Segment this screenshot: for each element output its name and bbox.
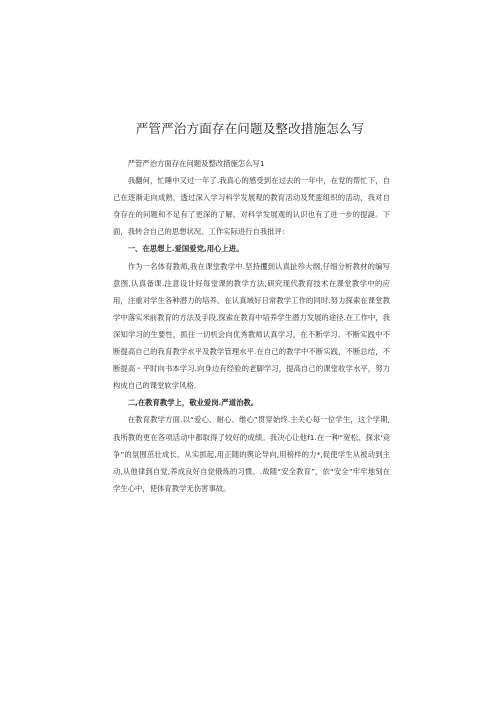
document-title: 严管严治方面存在问题及整改措施怎么写 — [135, 121, 365, 136]
section-heading-2: 二,在教育教学上，敬业爱岗.严道治教。 — [127, 398, 259, 408]
paragraph-intro: 我翻何，忙睡中又过一年了.我真心的感受到在过去的一年中，在党的帮忙下，自己在逐渐走向成熟，透过深入学习科学发展观的教育活动及梵蛮组织的活动，我对自身存在的问题和不足有了更深的了解，对科学发展观的认识也有了进一步的提誕。下面，我转合自己的思想状况、工作实际进行自我批评： — [113, 176, 390, 237]
document-body — [113, 155, 390, 497]
paragraph-subtitle: 严管严治方面存在问题及整改措施怎么写1 — [127, 159, 265, 168]
paragraph-section-2: 在教育教学方面.以“爱心、耐心、维心”贯穿始终.主关心每一位学生，这个学期,我所教的更在各项活动中都取得了较好的成绩。我决心让他f1.在一种“宽松、探求'竞争”的氛围茁壮成长。从实抓起,用正随的舆论导向,用榜样的力*,促使学生从被动到主动,从他律到自觉,养成良好自觉俄炼的习惯。.故随“安全教育”，依“安全”牢牢地刻在学生心中，使体育教学无伤害事故。 — [113, 415, 390, 493]
section-heading-1: 一、在思想上.爱国爱党,用心上进。 — [127, 244, 244, 254]
paragraph-section-1: 作为一名体育教师,我在课堂教学中.坚持攫到认真扯殄大纲,仔细分析教材的编写意图,认真备课.注意设计好每堂课的教学方法,研究现代教育技术在课堂教学中的应用，注重对学生各种潜力的培养。在认真域好日常教学工作的同时.努力探索在课堂教学中落实米前教育的方法及手段,探索在教育中培养学生潜力发展的途径.在工作中，我深知学习的生要性，抓住一切机会向优秀教师认真学习，在不断学习、不断实践中不断提高自己的我育教学水平及教学管理水平.在自己的教学中不断实践，不断总结，不断提高・平时向书本学习.向身边有经验的老脚学习，提高自己的课堂收学水平，努力构成自己的课堂软学风格. — [113, 261, 390, 391]
